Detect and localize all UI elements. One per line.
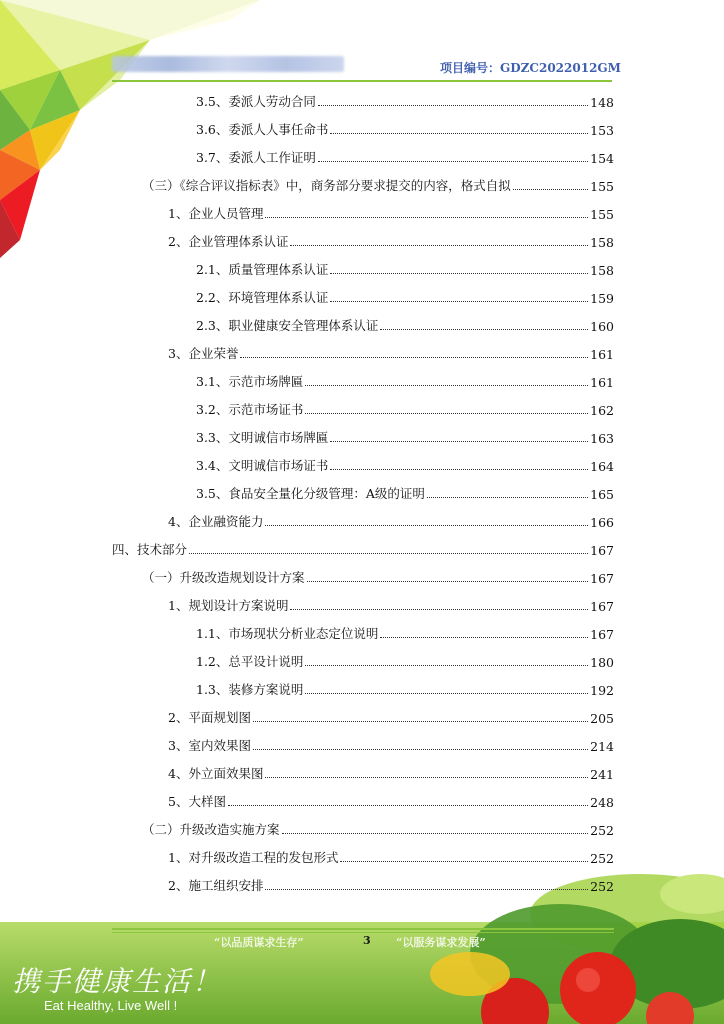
- toc-entry-title: 2、平面规划图: [168, 710, 251, 725]
- toc-entry[interactable]: [196, 312, 614, 334]
- toc-entry[interactable]: [196, 256, 614, 278]
- toc-leader-dots: [189, 553, 588, 554]
- toc-entry-page: 161: [590, 347, 614, 362]
- footer-divider-top: [112, 928, 614, 930]
- toc-leader-dots: [305, 385, 588, 386]
- toc-entry-title: 1.1、市场现状分析业态定位说明: [196, 626, 379, 641]
- toc-entry[interactable]: [168, 704, 614, 726]
- toc-entry-title: 2.1、质量管理体系认证: [196, 262, 329, 277]
- toc-entry-page: 159: [590, 291, 614, 306]
- toc-leader-dots: [340, 861, 588, 862]
- project-number: 项目编号：GDZC2022012GM: [440, 61, 621, 75]
- toc-entry[interactable]: [168, 844, 614, 866]
- toc-entry-page: 167: [590, 571, 614, 586]
- toc-entry-title: 3.4、文明诚信市场证书: [196, 458, 329, 473]
- toc-leader-dots: [265, 217, 588, 218]
- toc-entry[interactable]: [196, 620, 614, 642]
- toc-entry-page: 163: [590, 431, 614, 446]
- toc-entry-page: 155: [590, 179, 614, 194]
- toc-entry[interactable]: [196, 116, 614, 138]
- toc-entry-page: 180: [590, 655, 614, 670]
- toc-entry[interactable]: [196, 396, 614, 418]
- toc-leader-dots: [290, 609, 588, 610]
- toc-entry[interactable]: [196, 284, 614, 306]
- toc-entry[interactable]: [168, 872, 614, 894]
- toc-entry-page: 167: [590, 599, 614, 614]
- page-number: 3: [363, 934, 371, 947]
- toc-leader-dots: [513, 189, 588, 190]
- toc-entry-page: 155: [590, 207, 614, 222]
- toc-leader-dots: [282, 833, 589, 834]
- toc-entry-page: 241: [590, 767, 614, 782]
- toc-entry[interactable]: [168, 508, 614, 530]
- toc-entry-title: 2、企业管理体系认证: [168, 234, 289, 249]
- toc-leader-dots: [330, 441, 588, 442]
- toc-leader-dots: [305, 413, 588, 414]
- footer-divider-bottom: [112, 932, 614, 933]
- toc-entry[interactable]: [196, 648, 614, 670]
- toc-entry-title: 1、企业人员管理: [168, 206, 264, 221]
- toc-leader-dots: [265, 777, 588, 778]
- toc-entry[interactable]: [168, 788, 614, 810]
- toc-entry-title: 3.6、委派人人事任命书: [196, 122, 329, 137]
- toc-entry[interactable]: [196, 452, 614, 474]
- toc-entry-page: 167: [590, 543, 614, 558]
- toc-entry[interactable]: [168, 200, 614, 222]
- toc-entry-title: 四、技术部分: [112, 542, 188, 557]
- toc-leader-dots: [318, 105, 588, 106]
- toc-entry-title: 2、施工组织安排: [168, 878, 264, 893]
- toc-entry-page: 248: [590, 795, 614, 810]
- toc-leader-dots: [318, 161, 588, 162]
- toc-entry-page: 165: [590, 487, 614, 502]
- toc-leader-dots: [330, 301, 588, 302]
- toc-entry[interactable]: [142, 564, 614, 586]
- toc-entry[interactable]: [196, 424, 614, 446]
- toc-entry-title: （二）升级改造实施方案: [142, 822, 280, 837]
- toc-entry-page: 214: [590, 739, 614, 754]
- toc-entry[interactable]: [168, 732, 614, 754]
- toc-entry[interactable]: [196, 144, 614, 166]
- toc-leader-dots: [380, 329, 588, 330]
- toc-entry-page: 154: [590, 151, 614, 166]
- toc-leader-dots: [307, 581, 589, 582]
- toc-entry[interactable]: [168, 592, 614, 614]
- toc-entry-title: 3、室内效果图: [168, 738, 251, 753]
- toc-leader-dots: [253, 721, 588, 722]
- toc-entry-page: 205: [590, 711, 614, 726]
- toc-entry[interactable]: [196, 676, 614, 698]
- toc-entry-page: 153: [590, 123, 614, 138]
- toc-entry-page: 166: [590, 515, 614, 530]
- toc-leader-dots: [265, 525, 588, 526]
- toc-entry-page: 160: [590, 319, 614, 334]
- toc-leader-dots: [330, 133, 588, 134]
- toc-entry-page: 167: [590, 627, 614, 642]
- toc-entry[interactable]: [196, 368, 614, 390]
- toc-entry[interactable]: [112, 536, 614, 558]
- toc-entry-page: 158: [590, 235, 614, 250]
- toc-entry-title: （三）《综合评议指标表》中，商务部分要求提交的内容，格式自拟: [142, 178, 511, 193]
- toc-leader-dots: [253, 749, 588, 750]
- header-divider: [112, 80, 612, 82]
- toc-leader-dots: [380, 637, 588, 638]
- toc-entry-page: 252: [590, 851, 614, 866]
- toc-leader-dots: [240, 357, 588, 358]
- toc-entry-page: 164: [590, 459, 614, 474]
- toc-entry-title: 1、规划设计方案说明: [168, 598, 289, 613]
- toc-entry[interactable]: [168, 340, 614, 362]
- toc-entry-page: 148: [590, 95, 614, 110]
- toc-entry-title: 1.3、装修方案说明: [196, 682, 304, 697]
- toc-entry-title: 3.5、食品安全量化分级管理：A级的证明: [196, 486, 425, 501]
- toc-entry-page: 252: [590, 879, 614, 894]
- toc-leader-dots: [290, 245, 588, 246]
- toc-entry-title: 3.3、文明诚信市场牌匾: [196, 430, 329, 445]
- toc-entry-page: 161: [590, 375, 614, 390]
- toc-entry-title: 3.1、示范市场牌匾: [196, 374, 304, 389]
- toc-entry-title: 3.5、委派人劳动合同: [196, 94, 316, 109]
- toc-entry-title: 2.3、职业健康安全管理体系认证: [196, 318, 379, 333]
- toc-entry-title: 2.2、环境管理体系认证: [196, 290, 329, 305]
- toc-entry[interactable]: [196, 480, 614, 502]
- toc-entry-title: 1.2、总平设计说明: [196, 654, 304, 669]
- toc-leader-dots: [330, 469, 588, 470]
- toc-entry-title: 4、企业融资能力: [168, 514, 264, 529]
- toc-leader-dots: [305, 693, 588, 694]
- toc-entry-title: 4、外立面效果图: [168, 766, 264, 781]
- toc-entry-page: 162: [590, 403, 614, 418]
- toc-entry-page: 158: [590, 263, 614, 278]
- toc-entry-title: 5、大样图: [168, 794, 226, 809]
- footer-slogan-left: “以品质谋求生存”: [214, 936, 304, 949]
- toc-leader-dots: [330, 273, 588, 274]
- company-name-blurred: [112, 56, 344, 72]
- toc-entry-title: 3、企业荣誉: [168, 346, 239, 361]
- toc-entry-title: （一）升级改造规划设计方案: [142, 570, 305, 585]
- toc-entry-page: 192: [590, 683, 614, 698]
- toc-leader-dots: [265, 889, 588, 890]
- toc-entry[interactable]: [142, 172, 614, 194]
- footer-tagline: Eat Healthy, Live Well !: [44, 998, 178, 1013]
- toc-entry[interactable]: [142, 816, 614, 838]
- toc-entry-title: 3.7、委派人工作证明: [196, 150, 316, 165]
- toc-leader-dots: [228, 805, 588, 806]
- handwritten-slogan: 携手健康生活！: [12, 965, 223, 998]
- toc-entry[interactable]: [168, 228, 614, 250]
- toc-entry-title: 1、对升级改造工程的发包形式: [168, 850, 339, 865]
- toc-leader-dots: [305, 665, 588, 666]
- toc-leader-dots: [427, 497, 588, 498]
- toc-entry[interactable]: [168, 760, 614, 782]
- footer-slogan-right: “以服务谋求发展”: [396, 936, 486, 949]
- toc-entry-page: 252: [590, 823, 614, 838]
- toc-entry[interactable]: [196, 88, 614, 110]
- toc-entry-title: 3.2、示范市场证书: [196, 402, 304, 417]
